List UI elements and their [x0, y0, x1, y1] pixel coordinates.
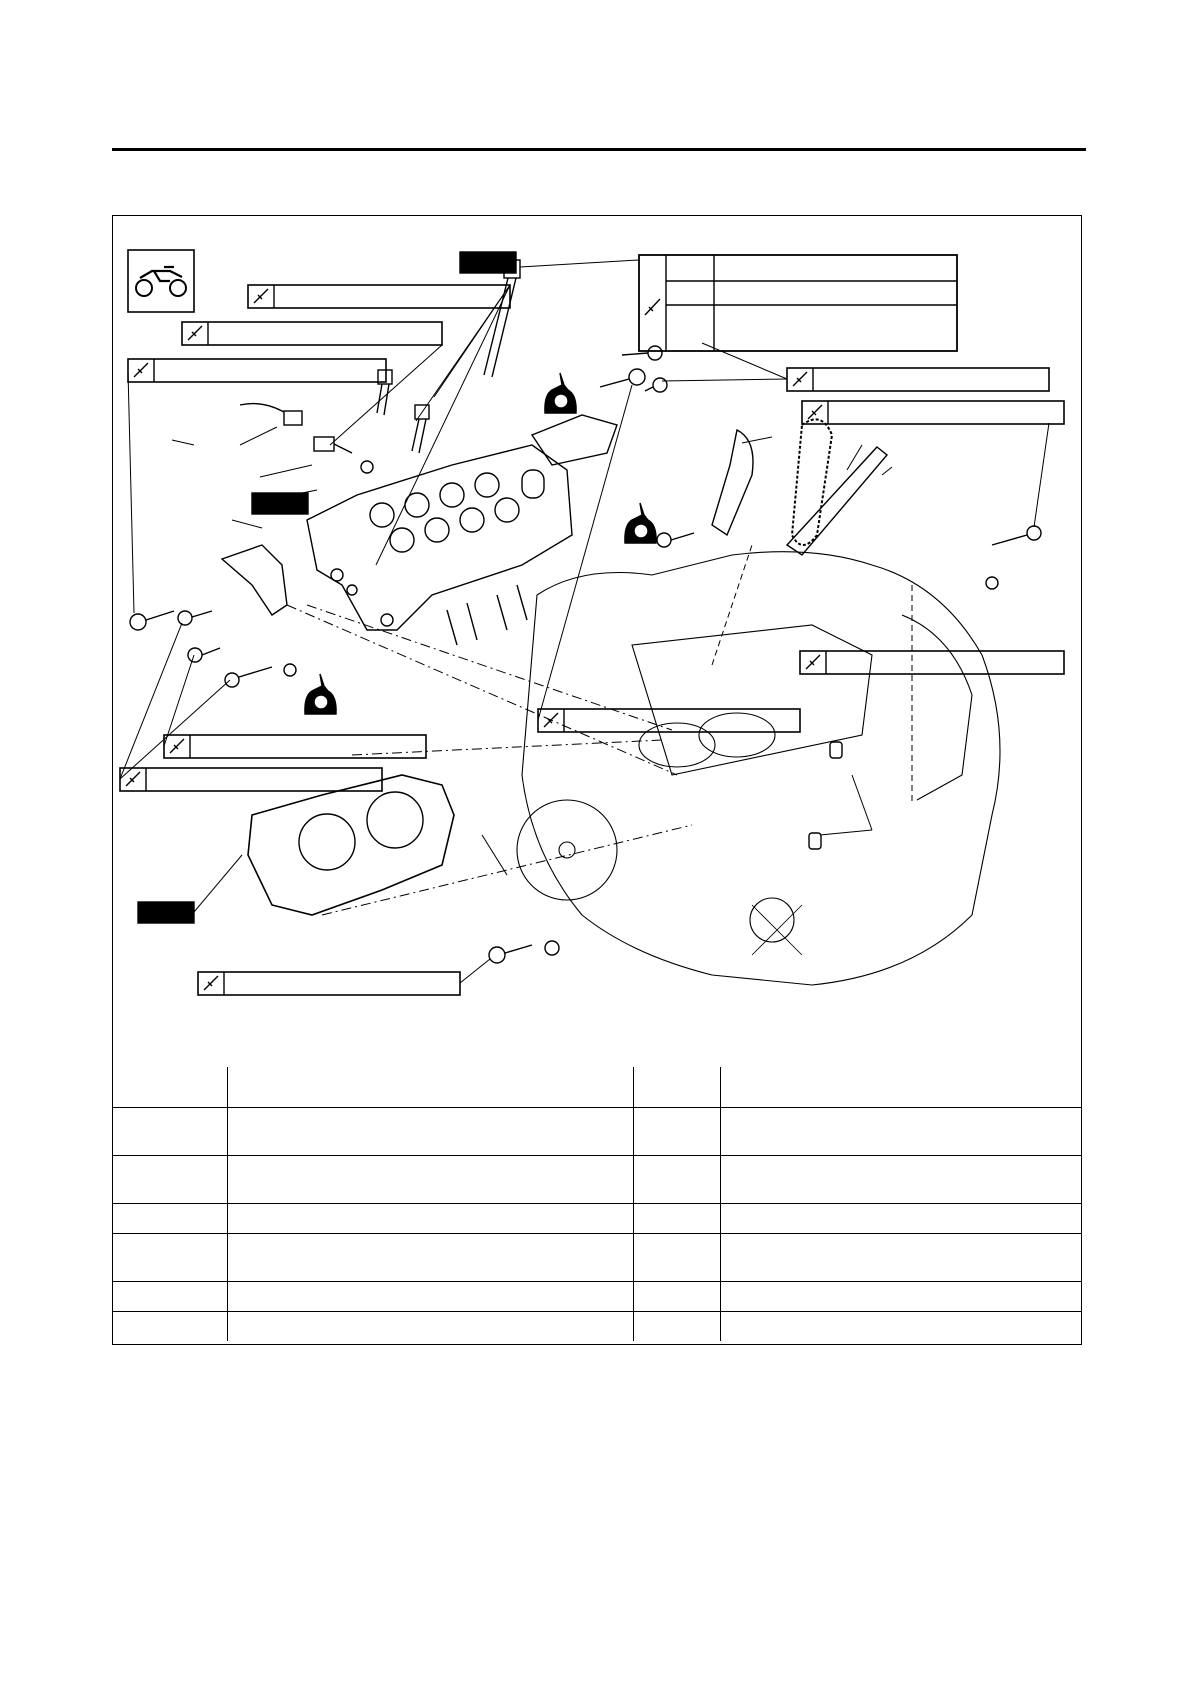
- parts-table: [112, 1067, 1082, 1341]
- sealant-drop-icon-2: [625, 503, 656, 543]
- bolt-i: [178, 611, 212, 625]
- bolt-h: [130, 611, 174, 630]
- torque-label-2: [182, 322, 442, 345]
- table-row: [112, 1311, 1082, 1341]
- head-bolt-long: [484, 260, 520, 377]
- torque-label-4: [787, 368, 1049, 391]
- bolt-d: [600, 369, 645, 387]
- chain-guide-exhaust: [787, 447, 887, 555]
- bolt-c: [622, 346, 662, 360]
- sealant-drop-icon-3: [305, 674, 336, 714]
- header-rule: [112, 148, 1086, 151]
- cylinder-head-exploded-diagram: [112, 215, 1082, 1067]
- new-part-tag-mid: [252, 493, 308, 514]
- new-part-tag-gasket: [138, 902, 194, 923]
- bolt-f: [657, 533, 694, 547]
- engine-crankcase: [517, 552, 1000, 985]
- bolt-a: [377, 370, 392, 415]
- table-row: [112, 1067, 1082, 1107]
- washer-b: [284, 664, 296, 676]
- torque-label-9: [120, 768, 382, 791]
- cylinder-head: [307, 445, 572, 645]
- table-row: [112, 1281, 1082, 1311]
- bolt-b: [412, 405, 429, 453]
- engine-bracket-right: [532, 415, 617, 465]
- torque-label-10: [198, 972, 460, 995]
- chain-tensioner-guide: [712, 430, 753, 535]
- bolt-k: [225, 667, 272, 687]
- dowel-pin-a: [830, 742, 842, 758]
- motorcycle-icon: [128, 250, 194, 312]
- table-row: [112, 1155, 1082, 1203]
- washer-a: [361, 461, 373, 473]
- torque-label-5: [802, 401, 1064, 424]
- torque-label-8: [164, 735, 426, 758]
- dowel-pin-b: [809, 833, 821, 849]
- bolt-e: [645, 378, 667, 392]
- table-row: [112, 1107, 1082, 1155]
- washer-d: [545, 941, 559, 955]
- engine-bracket-left: [222, 545, 287, 615]
- sealant-drop-icon-1: [545, 373, 576, 413]
- table-row: [112, 1203, 1082, 1233]
- bolt-g: [992, 526, 1041, 545]
- cylinder-head-gasket: [248, 775, 454, 915]
- table-row: [112, 1233, 1082, 1281]
- bolt-l: [489, 945, 532, 963]
- torque-label-3: [128, 359, 386, 382]
- temperature-sensor: [240, 404, 352, 453]
- torque-label-6: [800, 651, 1064, 674]
- tightening-spec-box: [639, 255, 957, 351]
- torque-label-1: [248, 285, 510, 308]
- new-part-tag-top: [460, 252, 516, 273]
- washer-c: [986, 577, 998, 589]
